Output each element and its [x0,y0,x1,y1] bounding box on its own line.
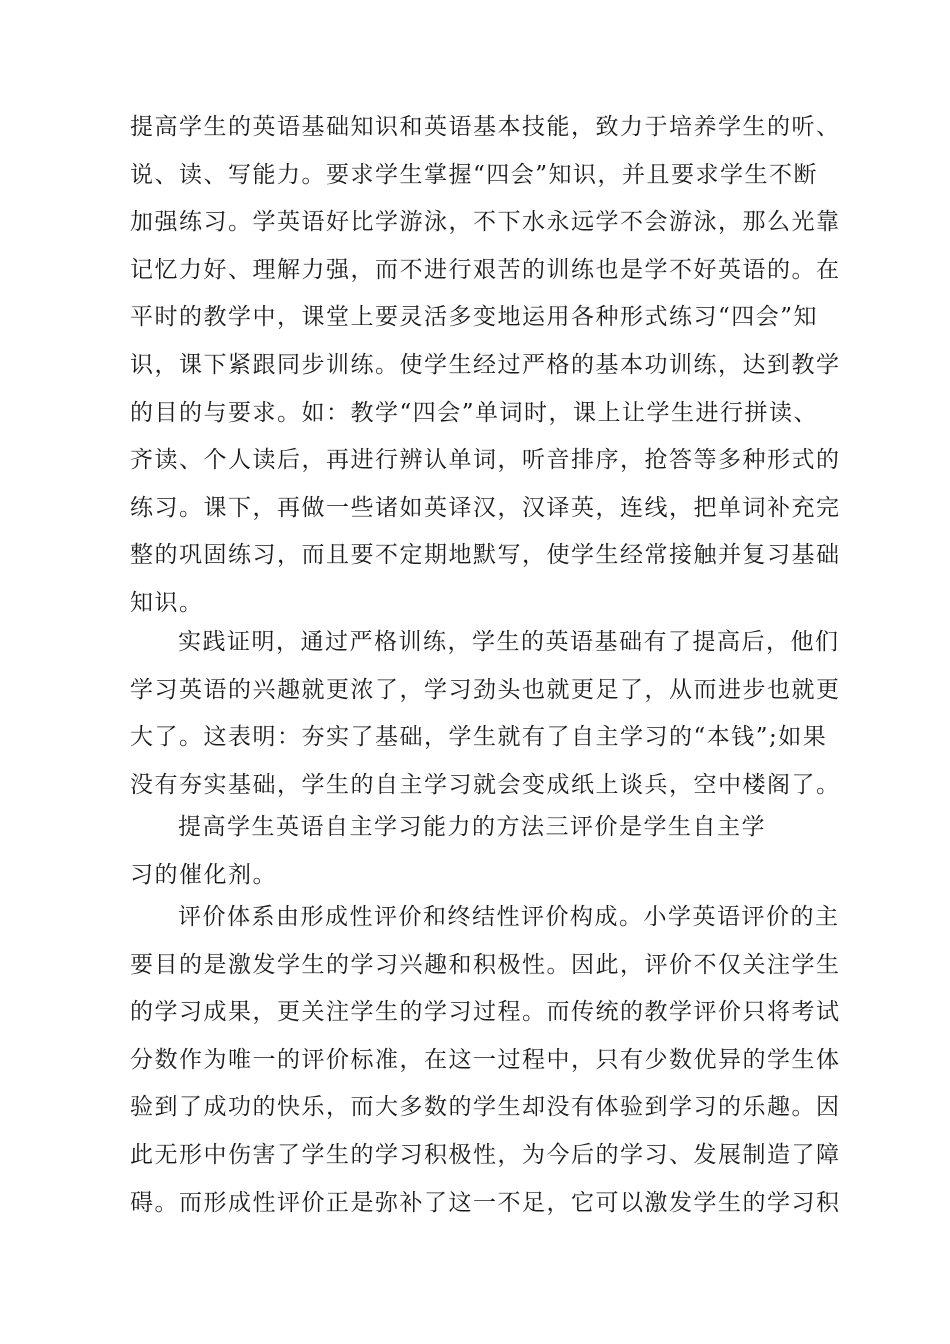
text-line: 整的巩固练习，而且要不定期地默写，使学生经常接触并复习基础 [130,542,841,569]
text-line: 练习。课下，再做一些诸如英译汉，汉译英，连线，把单词补充完 [130,494,841,521]
text-line: 的学习成果，更关注学生的学习过程。而传统的教学评价只将考试 [130,999,841,1026]
text-line: 要目的是激发学生的学习兴趣和积极性。因此，评价不仅关注学生 [130,951,841,978]
text-line: 大了。这表明：夯实了基础，学生就有了自主学习的“本钱”;如果 [130,724,828,751]
text-line: 没有夯实基础，学生的自主学习就会变成纸上谈兵，空中楼阁了。 [130,771,841,798]
paragraph-3 [130,894,841,1227]
text-line: 学习英语的兴趣就更浓了，学习劲头也就更足了，从而进步也就更 [130,676,841,703]
text-line: 齐读、个人读后，再进行辨认单词，听音排序，抢答等多种形式的 [130,447,841,474]
text-line: 分数作为唯一的评价标准，在这一过程中，只有少数优异的学生体 [130,1046,841,1073]
text-line: 的目的与要求。如：教学“四会”单词时，课上让学生进行拼读、 [130,399,819,426]
text-line: 平时的教学中，课堂上要灵活多变地运用各种形式练习“四会”知 [130,304,819,331]
text-line: 识，课下紧跟同步训练。使学生经过严格的基本功训练，达到教学 [130,351,841,378]
text-line: 记忆力好、理解力强，而不进行艰苦的训练也是学不好英语的。在 [130,256,841,283]
paragraph-1 [130,104,841,628]
text-line: 实践证明，通过严格训练，学生的英语基础有了提高后，他们 [178,629,840,655]
paragraph-2 [130,619,841,809]
text-line: 评价体系由形成性评价和终结性评价构成。小学英语评价的主 [178,904,840,930]
section-heading [130,804,830,899]
heading-line: 习的催化剂。 [130,861,277,888]
text-line: 加强练习。学英语好比学游泳，不下水永远学不会游泳，那么光靠 [130,209,841,236]
text-line: 验到了成功的快乐，而大多数的学生却没有体验到学习的乐趣。因 [130,1094,841,1121]
text-line: 提高学生的英语基础知识和英语基本技能，致力于培养学生的听、 [130,114,841,140]
text-line: 知识。 [130,589,204,616]
text-line: 说、读、写能力。要求学生掌握“四会”知识，并且要求学生不断 [130,161,819,188]
text-line: 此无形中伤害了学生的学习积极性，为今后的学习、发展制造了障 [130,1141,841,1168]
text-line: 碍。而形成性评价正是弥补了这一不足，它可以激发学生的学习积 [130,1189,841,1216]
heading-line: 提高学生英语自主学习能力的方法三评价是学生自主学 [178,814,766,840]
